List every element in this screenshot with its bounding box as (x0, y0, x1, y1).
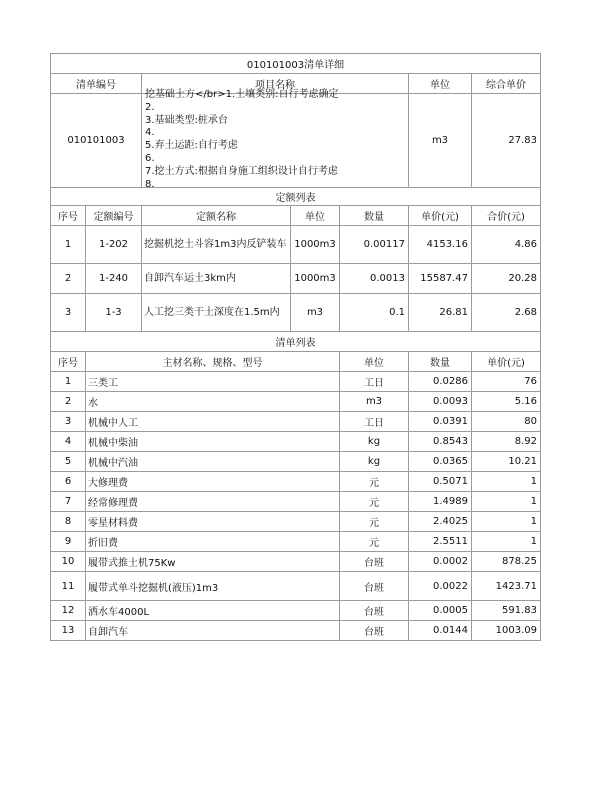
material-no: 9 (51, 532, 86, 552)
item-code: 010101003 (51, 94, 142, 188)
material-no: 4 (51, 432, 86, 452)
material-row (51, 512, 541, 532)
material-no: 3 (51, 412, 86, 432)
quota-qty: 0.0013 (340, 264, 409, 294)
material-col-name: 主材名称、规格、型号 (86, 352, 340, 372)
material-row (51, 492, 541, 512)
quota-total: 20.28 (472, 264, 541, 294)
material-unit: 元 (340, 472, 409, 492)
material-price: 76 (472, 372, 541, 392)
material-unit: 台班 (340, 601, 409, 621)
quota-qty: 0.1 (340, 294, 409, 332)
material-qty: 0.0005 (409, 601, 472, 621)
material-name: 大修理费 (86, 472, 340, 492)
quota-total: 2.68 (472, 294, 541, 332)
quota-code: 1-3 (86, 294, 142, 332)
quota-no: 1 (51, 226, 86, 264)
material-col-qty: 数量 (409, 352, 472, 372)
material-price: 1 (472, 492, 541, 512)
material-price: 1 (472, 512, 541, 532)
material-row (51, 552, 541, 572)
material-row (51, 452, 541, 472)
quota-unit: 1000m3 (291, 226, 340, 264)
material-col-no: 序号 (51, 352, 86, 372)
quota-col-price: 单价(元) (409, 206, 472, 226)
quota-name: 人工挖三类干土深度在1.5m内 (142, 294, 291, 332)
quota-no: 2 (51, 264, 86, 294)
material-name: 折旧费 (86, 532, 340, 552)
material-unit: m3 (340, 392, 409, 412)
material-row (51, 621, 541, 641)
material-qty: 0.0144 (409, 621, 472, 641)
material-price: 5.16 (472, 392, 541, 412)
material-no: 10 (51, 552, 86, 572)
material-qty: 0.8543 (409, 432, 472, 452)
item-unit: m3 (409, 94, 472, 188)
table-title: 010101003清单详细 (51, 54, 541, 74)
item-description: 挖基础土方</br>1.土壤类别:自行考虑确定 2. 3.基础类型:桩承台 4. 5.弃土运距:自行考虑 6. 7.挖土方式:根据自身施工组织设计自行考虑 8. (145, 89, 339, 190)
material-row (51, 412, 541, 432)
material-name: 机械中人工 (86, 412, 340, 432)
material-name: 机械中汽油 (86, 452, 340, 472)
quota-unit: 1000m3 (291, 264, 340, 294)
quota-price: 15587.47 (409, 264, 472, 294)
material-price: 591.83 (472, 601, 541, 621)
material-qty: 0.0002 (409, 552, 472, 572)
material-price: 80 (472, 412, 541, 432)
material-unit: 工日 (340, 372, 409, 392)
material-name: 零星材料费 (86, 512, 340, 532)
material-unit: 台班 (340, 552, 409, 572)
material-col-unit: 单位 (340, 352, 409, 372)
quota-unit: m3 (291, 294, 340, 332)
material-unit: 台班 (340, 621, 409, 641)
material-price: 878.25 (472, 552, 541, 572)
quota-row (51, 294, 541, 332)
material-qty: 2.4025 (409, 512, 472, 532)
material-row (51, 432, 541, 452)
material-name: 机械中柴油 (86, 432, 340, 452)
material-no: 11 (51, 572, 86, 601)
bill-detail-table (50, 53, 541, 641)
material-price: 1423.71 (472, 572, 541, 601)
material-name: 履带式单斗挖掘机(液压)1m3 (86, 572, 340, 601)
material-qty: 0.0093 (409, 392, 472, 412)
material-no: 8 (51, 512, 86, 532)
quota-qty: 0.00117 (340, 226, 409, 264)
quota-col-qty: 数量 (340, 206, 409, 226)
material-row (51, 532, 541, 552)
material-no: 13 (51, 621, 86, 641)
material-price: 1003.09 (472, 621, 541, 641)
quota-col-code: 定额编号 (86, 206, 142, 226)
header-code: 清单编号 (51, 74, 142, 94)
material-unit: 元 (340, 492, 409, 512)
material-name: 洒水车4000L (86, 601, 340, 621)
quota-code: 1-202 (86, 226, 142, 264)
quota-no: 3 (51, 294, 86, 332)
material-price: 8.92 (472, 432, 541, 452)
material-qty: 1.4989 (409, 492, 472, 512)
material-name: 履带式推土机75Kw (86, 552, 340, 572)
material-name: 三类工 (86, 372, 340, 392)
material-name: 经常修理费 (86, 492, 340, 512)
material-price: 1 (472, 472, 541, 492)
quota-row (51, 264, 541, 294)
material-row (51, 472, 541, 492)
material-price: 1 (472, 532, 541, 552)
header-unit: 单位 (409, 74, 472, 94)
material-unit: 元 (340, 512, 409, 532)
material-unit: kg (340, 432, 409, 452)
quota-col-unit: 单位 (291, 206, 340, 226)
item-unit-price: 27.83 (472, 94, 541, 188)
material-qty: 2.5511 (409, 532, 472, 552)
material-name: 水 (86, 392, 340, 412)
material-col-price: 单价(元) (472, 352, 541, 372)
material-name: 自卸汽车 (86, 621, 340, 641)
material-unit: 工日 (340, 412, 409, 432)
material-section-title: 清单列表 (51, 332, 541, 352)
material-row (51, 372, 541, 392)
material-price: 10.21 (472, 452, 541, 472)
quota-section-title: 定额列表 (51, 188, 541, 206)
material-no: 1 (51, 372, 86, 392)
material-no: 6 (51, 472, 86, 492)
quota-price: 4153.16 (409, 226, 472, 264)
material-no: 7 (51, 492, 86, 512)
material-qty: 0.0286 (409, 372, 472, 392)
quota-row (51, 226, 541, 264)
material-qty: 0.0365 (409, 452, 472, 472)
quota-col-no: 序号 (51, 206, 86, 226)
quota-price: 26.81 (409, 294, 472, 332)
quota-col-name: 定额名称 (142, 206, 291, 226)
quota-name: 自卸汽车运土3km内 (142, 264, 291, 294)
material-no: 12 (51, 601, 86, 621)
material-qty: 0.0022 (409, 572, 472, 601)
material-row (51, 601, 541, 621)
material-row (51, 572, 541, 601)
material-unit: kg (340, 452, 409, 472)
material-row (51, 392, 541, 412)
material-unit: 台班 (340, 572, 409, 601)
material-no: 2 (51, 392, 86, 412)
quota-total: 4.86 (472, 226, 541, 264)
material-qty: 0.0391 (409, 412, 472, 432)
material-qty: 0.5071 (409, 472, 472, 492)
item-description-cell (142, 89, 409, 190)
header-price: 综合单价 (472, 74, 541, 94)
material-no: 5 (51, 452, 86, 472)
quota-col-total: 合价(元) (472, 206, 541, 226)
material-unit: 元 (340, 532, 409, 552)
header-name: 项目名称 (142, 74, 409, 94)
quota-code: 1-240 (86, 264, 142, 294)
quota-name: 挖掘机挖土斗容1m3内反铲装车 (142, 226, 291, 264)
